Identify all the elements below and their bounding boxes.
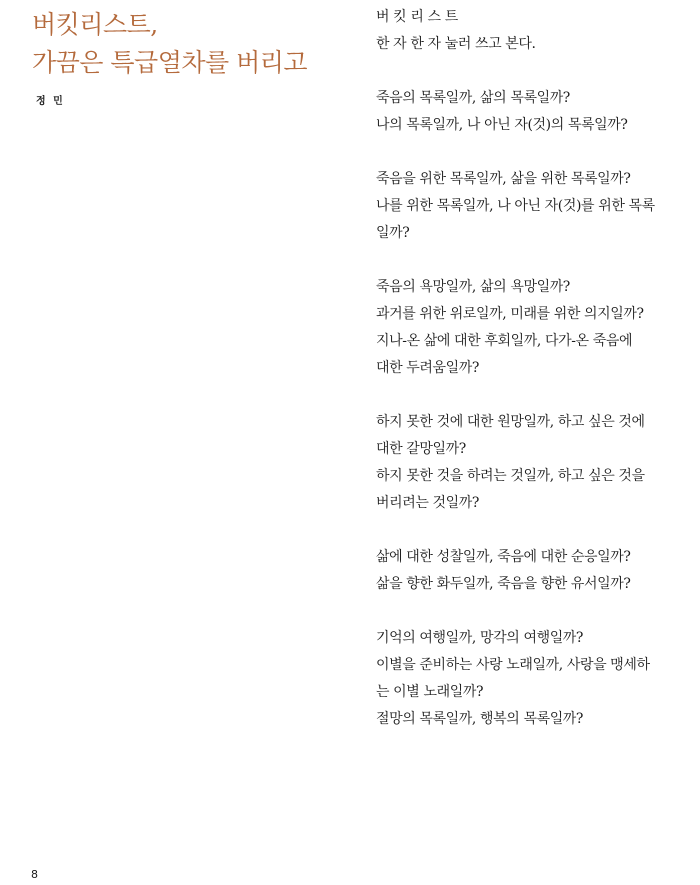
poem-line: 과거를 위한 위로일까, 미래를 위한 의지일까? xyxy=(376,306,644,322)
poem-line: 버 킷 리 스 트 xyxy=(376,9,458,25)
poem-line: 는 이별 노래일까? xyxy=(376,684,484,700)
stanza-3 xyxy=(376,166,674,247)
poem-line: 기억의 여행일까, 망각의 여행일까? xyxy=(376,630,584,646)
poem-line: 하지 못한 것을 하려는 것일까, 하고 싶은 것을 xyxy=(376,468,645,484)
stanza-1 xyxy=(376,4,674,58)
poem-line: 죽음의 목록일까, 삶의 목록일까? xyxy=(376,90,570,106)
poem-line: 나를 위한 목록일까, 나 아닌 자(것)를 위한 목록 xyxy=(376,198,655,214)
title-line-2: 가끔은 특급열차를 버리고 xyxy=(32,48,308,77)
page-number: 8 xyxy=(31,868,38,881)
poem-line: 지나-온 삶에 대한 후회일까, 다가-온 죽음에 xyxy=(376,333,633,349)
stanza-7 xyxy=(376,625,674,733)
stanza-5 xyxy=(376,409,674,517)
poem-line: 일까? xyxy=(376,225,410,241)
stanza-6 xyxy=(376,544,674,598)
poem-line: 버리려는 것일까? xyxy=(376,495,480,511)
poem-line: 이별을 준비하는 사랑 노래일까, 사랑을 맹세하 xyxy=(376,657,650,673)
poem-body xyxy=(376,4,674,733)
poem-line: 삶을 향한 화두일까, 죽음을 향한 유서일까? xyxy=(376,576,631,592)
poem-line: 한 자 한 자 눌러 쓰고 본다. xyxy=(376,36,536,52)
stanza-4 xyxy=(376,274,674,382)
poem-line: 절망의 목록일까, 행복의 목록일까? xyxy=(376,711,584,727)
poem-line: 삶에 대한 성찰일까, 죽음에 대한 순응일까? xyxy=(376,549,631,565)
poem-line: 죽음을 위한 목록일까, 삶을 위한 목록일까? xyxy=(376,171,631,187)
poem-line: 하지 못한 것에 대한 원망일까, 하고 싶은 것에 xyxy=(376,414,645,430)
poem-title xyxy=(32,6,332,82)
poem-line: 나의 목록일까, 나 아닌 자(것)의 목록일까? xyxy=(376,117,628,133)
poem-line: 죽음의 욕망일까, 삶의 욕망일까? xyxy=(376,279,570,295)
poem-line: 대한 두려움일까? xyxy=(376,360,480,376)
poem-line: 대한 갈망일까? xyxy=(376,441,466,457)
title-line-1: 버킷리스트, xyxy=(32,10,158,39)
author-name: 정 민 xyxy=(36,96,65,107)
stanza-2 xyxy=(376,85,674,139)
